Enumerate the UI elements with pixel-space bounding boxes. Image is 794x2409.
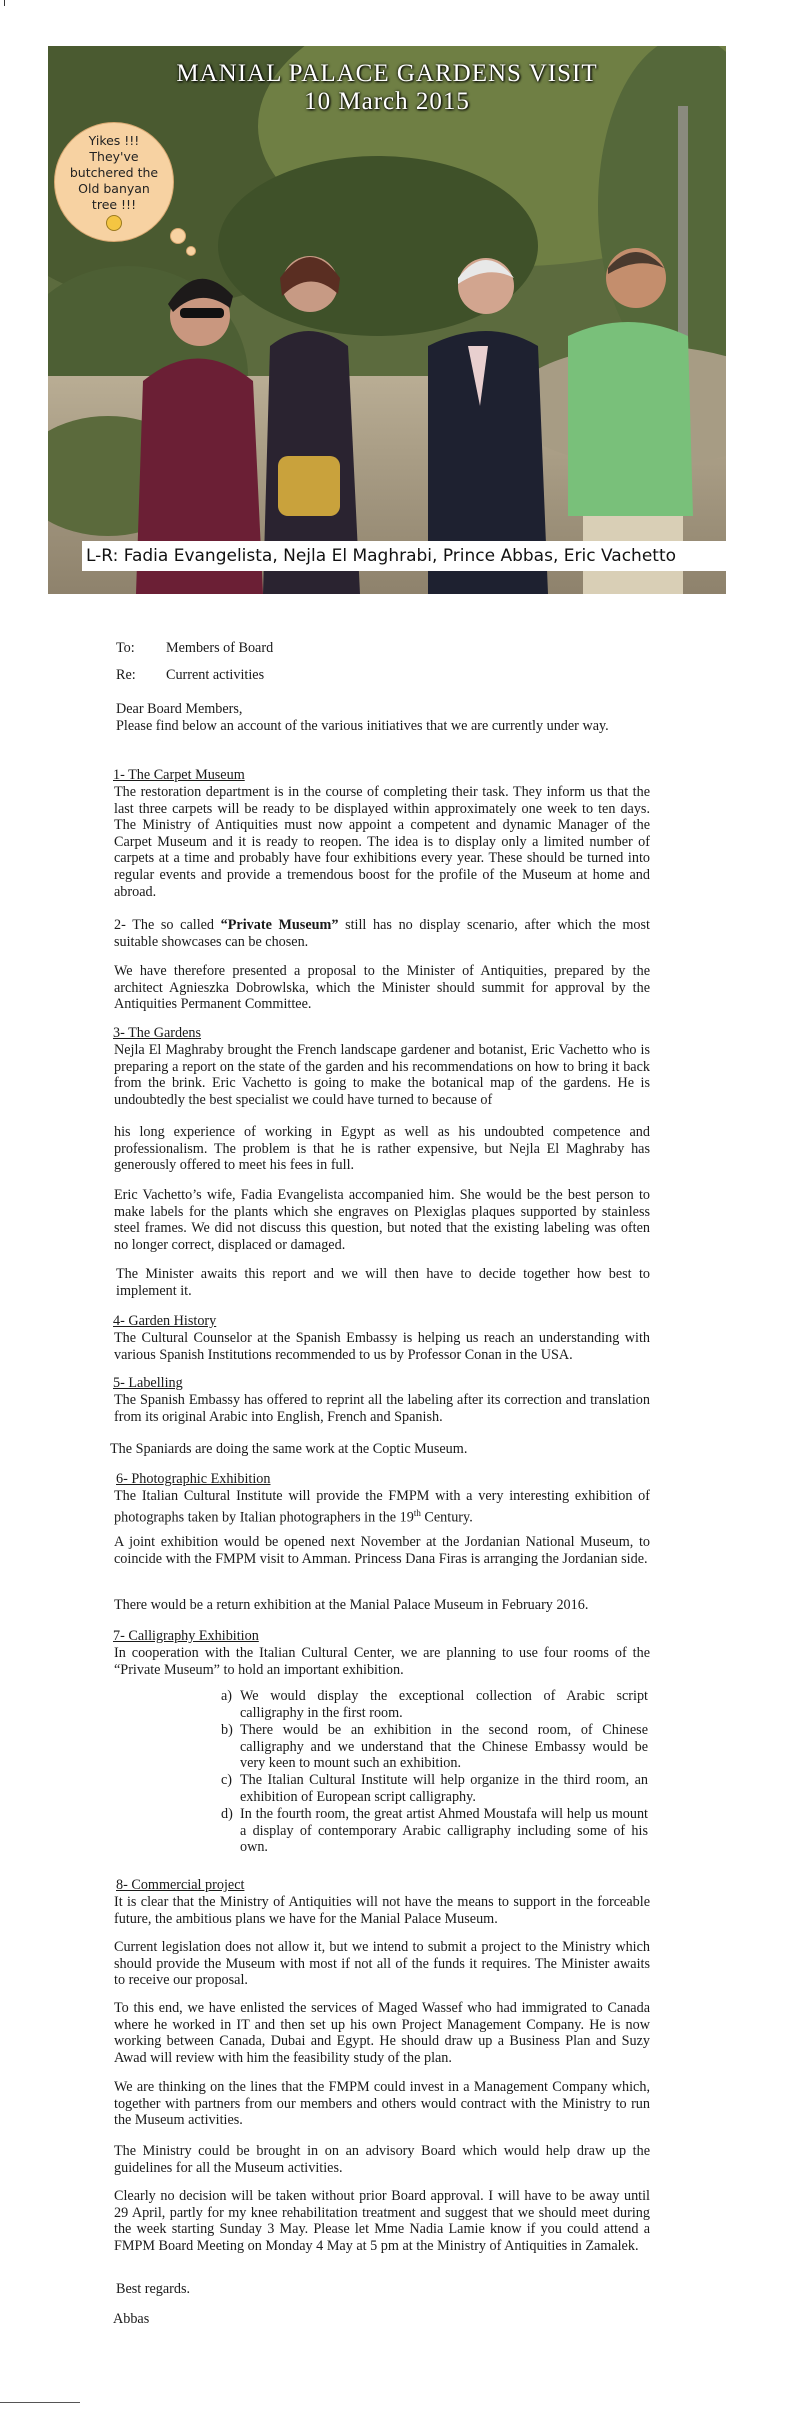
commercial-paragraph-4: We are thinking on the lines that the FMPM could invest in a Management Company which, together with partners from our members and others would contract with the Ministry to run the Museum activities. <box>114 2079 650 2129</box>
carpet-museum-heading: 1- The Carpet Museum <box>113 767 245 783</box>
private-museum-prefix: 2- The so called <box>114 917 221 933</box>
footer-rule <box>0 2402 80 2403</box>
list-item <box>221 1688 648 1721</box>
bubble-line: tree !!! <box>91 197 137 212</box>
list-item-text: There would be an exhibition in the second room, of Chinese calligraphy and we understand that the Chinese Embassy would be very keen to mount such an exhibition. <box>240 1722 648 1772</box>
list-item <box>221 1772 648 1805</box>
bubble-line: Yikes !!! <box>88 133 140 148</box>
gardens-heading: 3- The Gardens <box>113 1025 201 1041</box>
commercial-project-heading: 8- Commercial project <box>116 1877 245 1893</box>
list-item-label: a) <box>221 1688 233 1704</box>
closing: Best regards. <box>116 2281 191 2297</box>
list-item <box>221 1722 648 1772</box>
list-item-label: d) <box>221 1806 233 1822</box>
group-photo <box>48 46 726 594</box>
commercial-paragraph-2: Current legislation does not allow it, but we intend to submit a project to the Ministry which should provide the Museum with most if not all of the funds it requires. The Minister awaits to receive our proposal. <box>114 1939 650 1989</box>
list-item-text: We would display the exceptional collection of Arabic script calligraphy in the first room. <box>240 1688 648 1721</box>
photographic-text: The Italian Cultural Institute will provide the FMPM with a very interesting exhibition of photographs taken by Italian photographers in the 19 <box>114 1488 650 1526</box>
gardens-paragraph-3: Eric Vachetto’s wife, Fadia Evangelista accompanied him. She would be the best person to make labels for the plants which she engraves on Plexiglas plaques supported by stainless steel frames. We did not discuss this question, but noted that the existing labeling was often no longer correct, displaced or damaged. <box>114 1187 650 1253</box>
garden-history-paragraph: The Cultural Counselor at the Spanish Embassy is helping us reach an understanding with various Spanish Institutions recommended to us by Professor Conan in the USA. <box>114 1330 650 1363</box>
proposal-paragraph: We have therefore presented a proposal to the Minister of Antiquities, prepared by the architect Agnieszka Dobrowlska, which the Minister should summit for approval by the Antiquities Permanent Committee. <box>114 963 650 1013</box>
intro-paragraph: Please find below an account of the various initiatives that we are currently under way. <box>116 718 609 734</box>
bubble-line: butchered the <box>69 165 159 180</box>
labelling-paragraph-2: The Spaniards are doing the same work at the Coptic Museum. <box>110 1441 468 1457</box>
to-value: Members of Board <box>166 640 274 656</box>
private-museum-paragraph <box>114 917 650 950</box>
photographic-paragraph-3: There would be a return exhibition at the Manial Palace Museum in February 2016. <box>114 1597 589 1613</box>
screaming-face-icon <box>106 215 122 231</box>
ordinal-suffix: th <box>413 1507 421 1518</box>
private-museum-name: “Private Museum” <box>220 917 339 933</box>
to-label: To: <box>116 640 135 656</box>
calligraphy-paragraph: In cooperation with the Italian Cultural Center, we are planning to use four rooms of the “Private Museum” to hold an important exhibition. <box>114 1645 650 1678</box>
page-corner-mark <box>4 0 5 6</box>
gardens-paragraph-4: The Minister awaits this report and we will then have to decide together how best to implement it. <box>116 1266 650 1299</box>
list-item-label: c) <box>221 1772 233 1788</box>
re-label: Re: <box>116 667 136 683</box>
calligraphy-heading: 7- Calligraphy Exhibition <box>113 1628 259 1644</box>
commercial-paragraph-6: Clearly no decision will be taken without prior Board approval. I will have to be away until 29 April, partly for my knee rehabilitation treatment and suggest that we should meet during the week starting Sunday 3 May. Please let Mme Nadia Lamie know if you could attend a FMPM Board Meeting on Monday 4 May at 5 pm at the Ministry of Antiquities in Zamalek. <box>114 2188 650 2254</box>
salutation: Dear Board Members, <box>116 701 243 717</box>
photo-caption: L-R: Fadia Evangelista, Nejla El Maghrabi, Prince Abbas, Eric Vachetto <box>82 541 726 571</box>
photographic-text-end: Century. <box>420 1509 473 1526</box>
gardens-paragraph-1: Nejla El Maghraby brought the French landscape gardener and botanist, Eric Vachetto who is preparing a report on the state of the garden and his recommendations on how to bring it back from the brink. Eric Vachetto is going to make the botanical map of the gardens. He is undoubtedly the best specialist we could have turned to because of <box>114 1042 650 1108</box>
thought-bubble <box>54 122 174 242</box>
photo-scene <box>48 46 726 594</box>
carpet-museum-paragraph: The restoration department is in the course of completing their task. They inform us that the last three carpets will be ready to be displayed within approximately one week to ten days. The Ministry of Antiquities must now appoint a competent and dynamic Manager of the Carpet Museum and it is ready to reopen. The idea is to display only a limited number of carpets at a time and probably have four exhibitions every year. These should be turned into regular events and provide a tremendous boost for the profile of the Museum at home and abroad. <box>114 784 650 900</box>
photographic-exhibition-heading: 6- Photographic Exhibition <box>116 1471 271 1487</box>
commercial-paragraph-3: To this end, we have enlisted the services of Maged Wassef who had immigrated to Canada where he worked in IT and then set up his own Project Management Company. He is now working between Canada, Dubai and Egypt. He should draw up a Business Plan and Suzy Awad will review with him the feasibility study of the plan. <box>114 2000 650 2066</box>
commercial-paragraph-1: It is clear that the Ministry of Antiquities will not have the means to support in the forceable future, the ambitious plans we have for the Manial Palace Museum. <box>114 1894 650 1927</box>
re-value: Current activities <box>166 667 265 683</box>
bubble-line: They've <box>89 149 139 164</box>
labelling-paragraph-1: The Spanish Embassy has offered to reprint all the labeling after its correction and translation from its original Arabic into English, French and Spanish. <box>114 1392 650 1425</box>
commercial-paragraph-5: The Ministry could be brought in on an advisory Board which would help draw up the guidelines for all the Museum activities. <box>114 2143 650 2176</box>
list-item <box>221 1806 648 1856</box>
bubble-line: Old banyan <box>78 181 150 196</box>
photo-date: 10 March 2015 <box>304 88 470 115</box>
labelling-heading: 5- Labelling <box>113 1375 183 1391</box>
list-item-text: In the fourth room, the great artist Ahmed Moustafa will help us mount a display of contemporary Arabic calligraphy including some of his own. <box>240 1806 648 1856</box>
photo-title: MANIAL PALACE GARDENS VISIT <box>176 60 598 87</box>
photographic-paragraph-1 <box>114 1488 650 1526</box>
list-item-label: b) <box>221 1722 233 1738</box>
photographic-paragraph-2: A joint exhibition would be opened next November at the Jordanian National Museum, to coincide with the FMPM visit to Amman. Princess Dana Firas is arranging the Jordanian side. <box>114 1534 650 1567</box>
private-museum-suffix: still has no display scenario, after which the most suitable showcases can be chosen. <box>114 917 650 950</box>
bubble-tail-dot <box>186 246 196 256</box>
bubble-tail-dot <box>170 228 186 244</box>
garden-history-heading: 4- Garden History <box>113 1313 217 1329</box>
list-item-text: The Italian Cultural Institute will help organize in the third room, an exhibition of European script calligraphy. <box>240 1772 648 1805</box>
signature: Abbas <box>113 2311 150 2327</box>
gardens-paragraph-2: his long experience of working in Egypt as well as his undoubted competence and professionalism. The problem is that he is rather expensive, but Nejla El Maghraby has generously offered to meet his fees in full. <box>114 1124 650 1174</box>
